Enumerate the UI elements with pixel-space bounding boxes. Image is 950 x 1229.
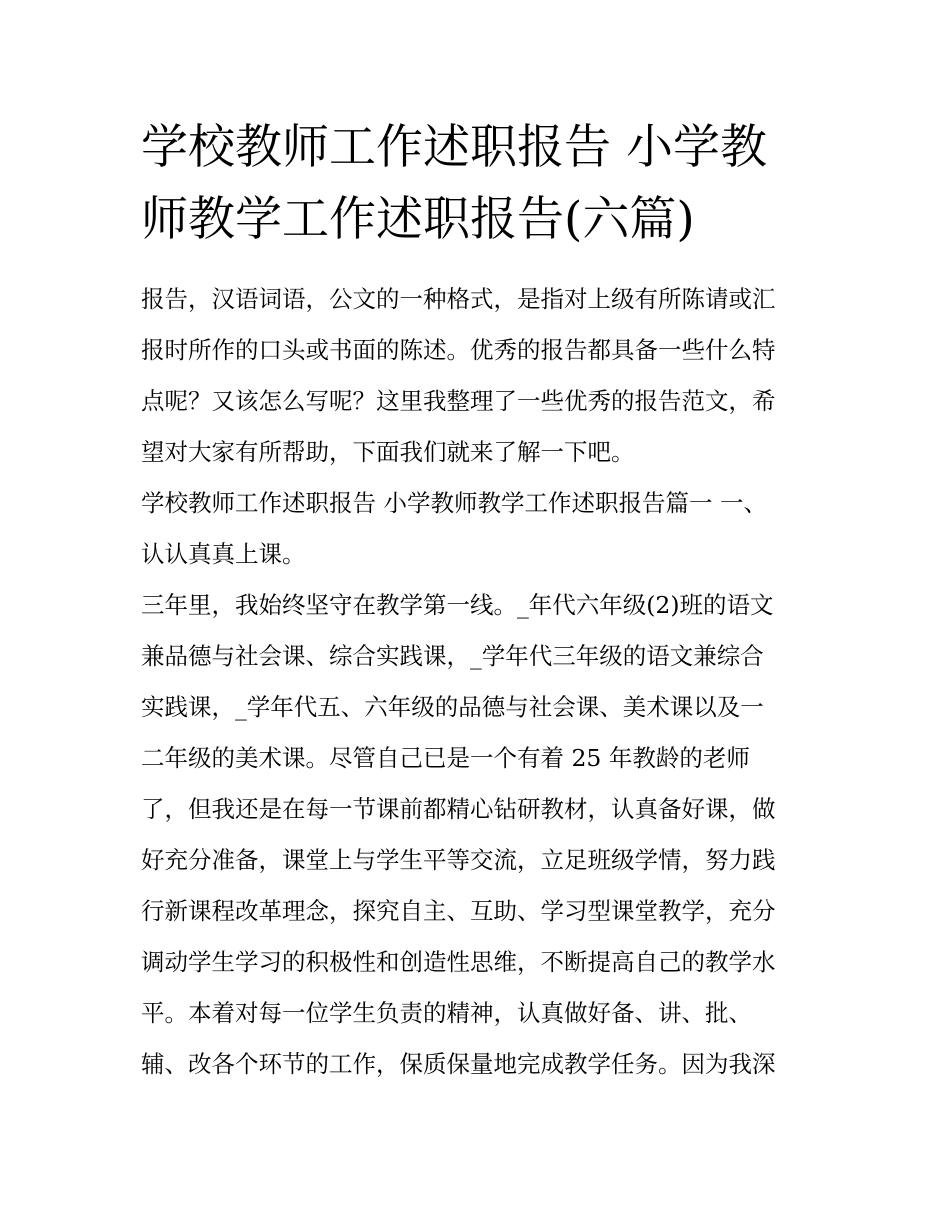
- text-line: 望对大家有所帮助，下面我们就来了解一下吧。: [141, 438, 635, 466]
- document-body: [141, 274, 813, 1090]
- text-line: 二年级的美术课。尽管自己已是一个有着 25 年教龄的老师: [141, 744, 750, 772]
- text-line: 学校教师工作述职报告 小学教师教学工作述职报告篇一 一、: [141, 489, 767, 517]
- text-line: 行新课程改革理念，探究自主、互助、学习型课堂教学，充分: [141, 897, 776, 925]
- title-line: 师教学工作述职报告(六篇): [141, 192, 695, 247]
- text-line: 好充分准备，课堂上与学生平等交流，立足班级学情，努力践: [141, 846, 776, 874]
- body-paragraph: [141, 580, 813, 1090]
- text-line: 报时所作的口头或书面的陈述。优秀的报告都具备一些什么特: [141, 336, 776, 364]
- intro-paragraph: [141, 274, 813, 478]
- text-line: 兼品德与社会课、综合实践课，_学年代三年级的语文兼综合: [141, 642, 764, 670]
- text-line: 点呢？又该怎么写呢？这里我整理了一些优秀的报告范文，希: [141, 387, 776, 415]
- text-line: 实践课，_学年代五、六年级的品德与社会课、美术课以及一: [141, 693, 764, 721]
- text-line: 了，但我还是在每一节课前都精心钻研教材，认真备好课，做: [141, 795, 776, 823]
- text-line: 认认真真上课。: [141, 540, 306, 568]
- document-content: [141, 112, 813, 1090]
- text-line: 辅、改各个环节的工作，保质保量地完成教学任务。因为我深: [141, 1050, 776, 1078]
- title-line: 学校教师工作述职报告 小学教: [141, 120, 767, 175]
- text-line: 平。本着对每一位学生负责的精神，认真做好备、讲、批、: [141, 999, 752, 1027]
- document-title: [141, 112, 813, 256]
- section-heading-paragraph: [141, 478, 813, 580]
- text-line: 三年里，我始终坚守在教学第一线。_年代六年级(2)班的语文: [141, 591, 774, 619]
- text-line: 报告，汉语词语，公文的一种格式，是指对上级有所陈请或汇: [141, 285, 776, 313]
- text-line: 调动学生学习的积极性和创造性思维，不断提高自己的教学水: [141, 948, 776, 976]
